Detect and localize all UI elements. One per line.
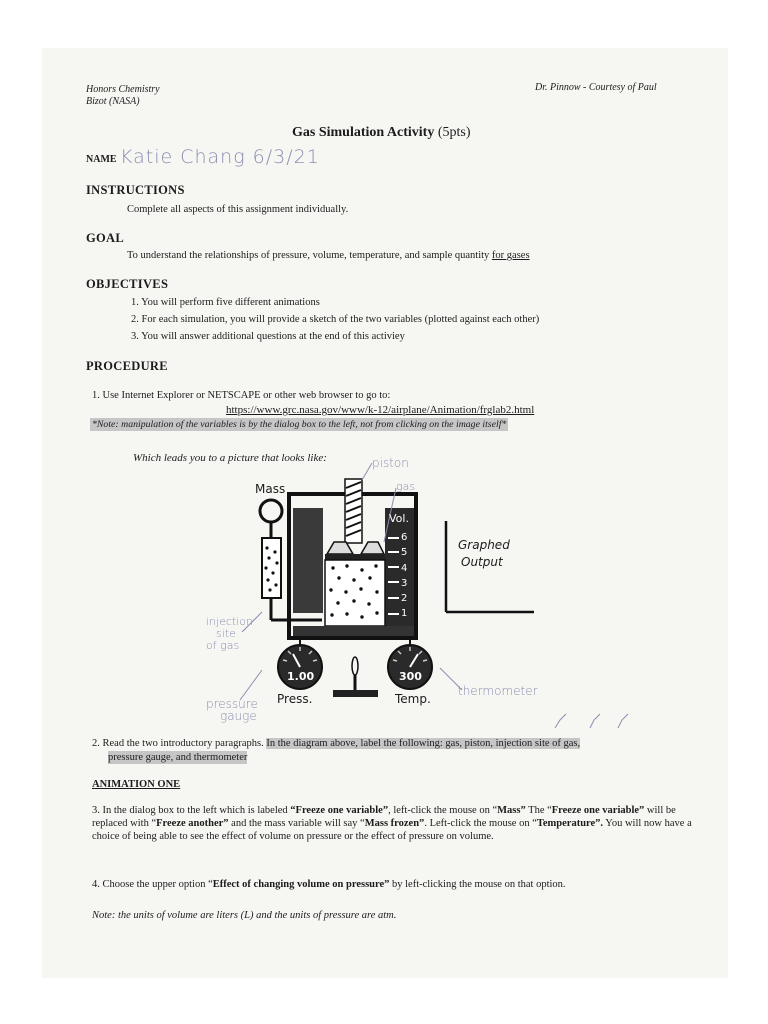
graphed-output-line2: Output (461, 555, 503, 569)
step3-part: 3. In the dialog box to the left which is labeled (92, 805, 291, 816)
instructions-text: Complete all aspects of this assignment individually. (127, 204, 349, 215)
scale-tick-label: 6 (401, 532, 408, 543)
step2-highlight-1: In the diagram above, label the following: gas, piston, injection site of gas, (266, 738, 581, 749)
goal-text-main: To understand the relationships of pressure, volume, temperature, and sample quantity (127, 250, 490, 261)
step3-bold: “Freeze one variable” (290, 805, 389, 816)
title-points: (5pts) (437, 125, 471, 140)
mass-label: Mass (255, 482, 286, 496)
graphed-output-line1: Graphed (458, 538, 510, 552)
simulation-url-link[interactable]: https://www.grc.nasa.gov/www/k-12/airplane/Animation/frglab2.html (226, 404, 535, 416)
hand-label-piston: piston (372, 456, 409, 470)
step4-bold: Effect of changing volume on pressure” (212, 879, 390, 890)
step2-text: 2. Read the two introductory paragraphs. (92, 738, 264, 749)
objectives-heading: OBJECTIVES (86, 277, 169, 291)
step2-highlight-2: pressure gauge, and thermometer (108, 752, 248, 763)
objective-item: 1. You will perform five different animations (131, 297, 320, 308)
scale-tick-label: 5 (401, 547, 408, 559)
hand-injection-line1: injection (206, 615, 253, 628)
procedure-leads: Which leads you to a picture that looks like: (133, 452, 327, 464)
course-sub: Bizot (NASA) (86, 96, 140, 107)
objective-item: 2. For each simulation, you will provide a sketch of the two variables (plotted against each other) (131, 314, 540, 325)
procedure-step-3 (92, 804, 702, 843)
hand-injection-line3: of gas (206, 639, 240, 652)
step4-part: 4. Choose the upper option “ (92, 879, 213, 890)
volume-scale (401, 530, 407, 622)
procedure-step-4 (92, 878, 566, 891)
instructions-heading: INSTRUCTIONS (86, 183, 185, 197)
hand-injection-line2: site (216, 627, 236, 640)
pressure-label: Press. (277, 692, 313, 706)
step3-bold: Freeze another” (156, 818, 229, 829)
scale-tick-label: 3 (401, 577, 408, 589)
objective-item: 3. You will answer additional questions at the end of this activiey (131, 331, 405, 342)
title-main: Gas Simulation Activity (292, 125, 435, 140)
step3-part: will be replaced with “ (92, 805, 676, 829)
step3-part: You will now have a choice of being able to see the effect of volume on pressure or the effect of pressure on volume. (92, 818, 692, 842)
hand-pressure-line2: gauge (220, 709, 257, 723)
volume-label: Vol. (389, 512, 409, 525)
procedure-step-1: 1. Use Internet Explorer or NETSCAPE or other web browser to go to: (92, 390, 391, 401)
step3-bold: Freeze one variable” (551, 805, 645, 816)
goal-heading: GOAL (86, 231, 125, 245)
scale-tick-label: 2 (401, 593, 408, 605)
units-note: Note: the units of volume are liters (L) and the units of pressure are atm. (92, 910, 397, 921)
procedure-heading: PROCEDURE (86, 359, 168, 373)
step3-part: . Left-click the mouse on “ (424, 818, 537, 829)
hand-label-thermometer: thermometer (458, 684, 538, 698)
graphed-output-label (458, 537, 510, 571)
scale-tick-label: 1 (401, 608, 408, 620)
goal-text-underlined: for gases (491, 250, 530, 261)
step3-bold: Mass” (497, 805, 526, 816)
hand-label-pressure-gauge (206, 698, 258, 722)
name-label: NAME (86, 154, 117, 165)
step4-part: by left-clicking the mouse on that option. (389, 879, 566, 890)
procedure-step-2 (92, 737, 580, 750)
hand-pressure-line1: pressure (206, 697, 258, 711)
step3-bold: Mass frozen” (364, 818, 425, 829)
step3-bold: Temperature”. (536, 818, 604, 829)
step3-part: , left-click the mouse on “ (388, 805, 498, 816)
temperature-label: Temp. (395, 692, 431, 706)
animation-one-heading: ANIMATION ONE (92, 779, 181, 790)
hand-label-gas: gas (396, 480, 416, 493)
temperature-value: 300 (399, 670, 422, 683)
pressure-value: 1.00 (287, 670, 315, 683)
step3-part: The “ (525, 805, 552, 816)
hand-label-injection (206, 616, 253, 652)
name-handwritten: Katie Chang 6/3/21 (120, 146, 320, 168)
scale-tick-label: 4 (401, 562, 408, 574)
course-name: Honors Chemistry (86, 84, 160, 95)
step3-part: and the mass variable will say “ (228, 818, 365, 829)
credit-line: Dr. Pinnow - Courtesy of Paul (535, 82, 657, 93)
procedure-note: *Note: manipulation of the variables is by the dialog box to the left, not from clicking on the image itself* (92, 419, 507, 430)
